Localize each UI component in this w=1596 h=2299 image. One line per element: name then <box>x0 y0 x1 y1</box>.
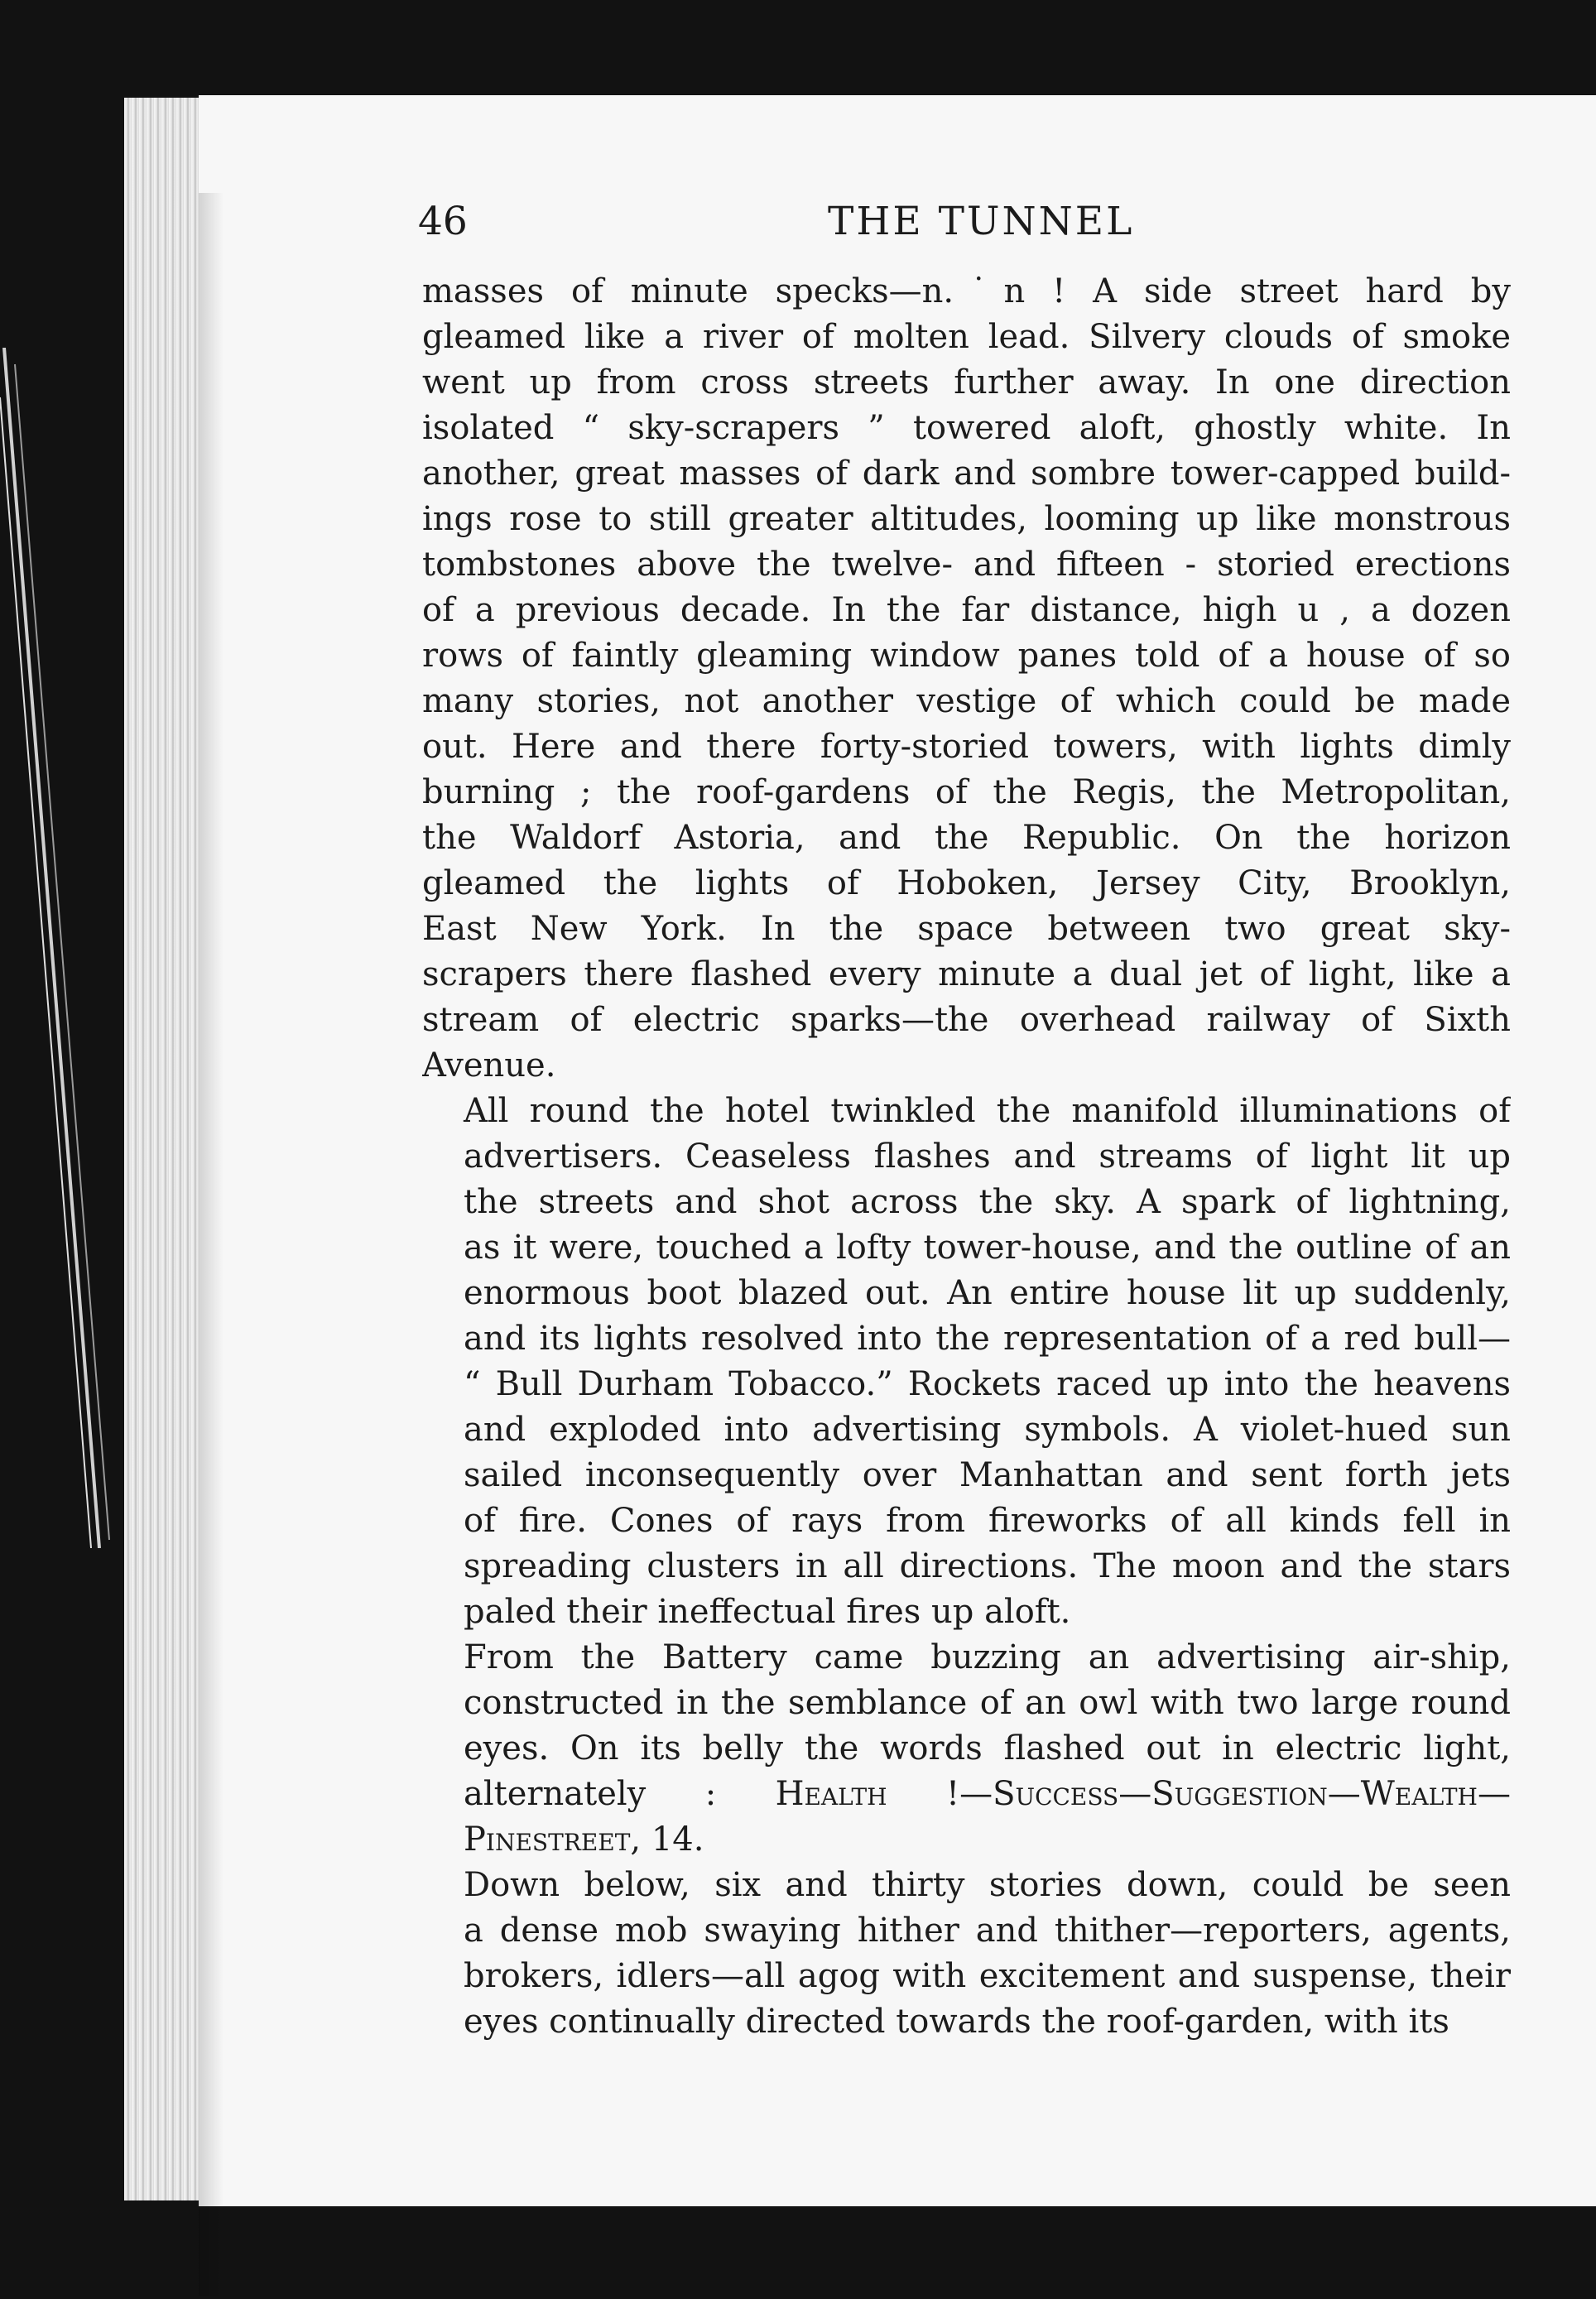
text-line: stream of electric sparks—the overhead railway of Sixth <box>422 1001 1511 1039</box>
paragraph <box>422 1089 1511 1635</box>
text-line: and exploded into advertising symbols. A violet-hued sun <box>464 1411 1511 1449</box>
text-line: and its lights resolved into the representation of a red bull— <box>464 1320 1511 1358</box>
text-line: as it were, touched a lofty tower-house, and the outline of an <box>464 1229 1511 1267</box>
text-line: of a previous decade. In the far distance, high u , a dozen <box>422 591 1511 629</box>
text-line: gleamed like a river of molten lead. Silvery clouds of smoke <box>422 318 1511 356</box>
running-title: THE TUNNEL <box>828 199 1135 244</box>
text-line: brokers, idlers—all agog with excitement and suspense, their <box>464 1957 1511 1995</box>
text-line: rows of faintly gleaming window panes told of a house of so <box>422 637 1511 675</box>
text-line: Pinestreet, 14. <box>464 1820 704 1859</box>
text-line: scrapers there flashed every minute a dual jet of light, like a <box>422 955 1511 993</box>
book-edge-streak <box>0 348 116 1548</box>
text-line: alternately : Health !—Success—Suggestion—Wealth— <box>464 1775 1511 1813</box>
text-line: enormous boot blazed out. An entire house lit up suddenly, <box>464 1274 1511 1312</box>
text-line: advertisers. Ceaseless flashes and streams of light lit up <box>464 1137 1511 1176</box>
text-line: many stories, not another vestige of which could be made <box>422 682 1511 720</box>
text-line: out. Here and there forty-storied towers, with lights dimly <box>422 728 1511 766</box>
text-line: paled their ineffectual fires up aloft. <box>464 1593 1071 1631</box>
text-line: masses of minute specks—n.˙n ! A side street hard by <box>422 272 1511 310</box>
text-line: From the Battery came buzzing an advertising air-ship, <box>464 1638 1511 1676</box>
paragraph <box>422 269 1511 1089</box>
body-text <box>422 269 1511 2045</box>
text-line: went up from cross streets further away. In one direction <box>422 363 1511 402</box>
text-line: East New York. In the space between two great sky- <box>422 910 1511 948</box>
text-line: ings rose to still greater altitudes, looming up like monstrous <box>422 500 1511 538</box>
running-head <box>418 199 1511 248</box>
text-line: the streets and shot across the sky. A spark of lightning, <box>464 1183 1511 1221</box>
text-line: All round the hotel twinkled the manifold illuminations of <box>464 1092 1511 1130</box>
text-line: eyes continually directed towards the roof-garden, with its <box>464 2003 1449 2041</box>
text-line: spreading clusters in all directions. The moon and the stars <box>464 1547 1511 1585</box>
page-number: 46 <box>418 199 468 244</box>
text-line: isolated “ sky-scrapers ” towered aloft, ghostly white. In <box>422 409 1511 447</box>
text-line: burning ; the roof-gardens of the Regis, the Metropolitan, <box>422 773 1511 811</box>
text-line: Avenue. <box>422 1046 556 1085</box>
text-line: another, great masses of dark and sombre tower-capped build- <box>422 455 1511 493</box>
paragraph <box>422 1863 1511 2045</box>
text-line: gleamed the lights of Hoboken, Jersey City, Brooklyn, <box>422 864 1511 902</box>
text-line: “ Bull Durham Tobacco.” Rockets raced up into the heavens <box>464 1365 1511 1403</box>
text-line: constructed in the semblance of an owl with two large round <box>464 1684 1511 1722</box>
text-line: tombstones above the twelve- and fifteen - storied erections <box>422 546 1511 584</box>
text-line: sailed inconsequently over Manhattan and sent forth jets <box>464 1456 1511 1494</box>
text-line: of fire. Cones of rays from fireworks of all kinds fell in <box>464 1502 1511 1540</box>
paragraph <box>422 1635 1511 1863</box>
text-line: a dense mob swaying hither and thither—reporters, agents, <box>464 1912 1511 1950</box>
gutter-shadow <box>199 193 224 2296</box>
text-line: the Waldorf Astoria, and the Republic. On the horizon <box>422 819 1511 857</box>
text-line: Down below, six and thirty stories down, could be seen <box>464 1866 1511 1904</box>
text-line: eyes. On its belly the words flashed out in electric light, <box>464 1729 1511 1768</box>
